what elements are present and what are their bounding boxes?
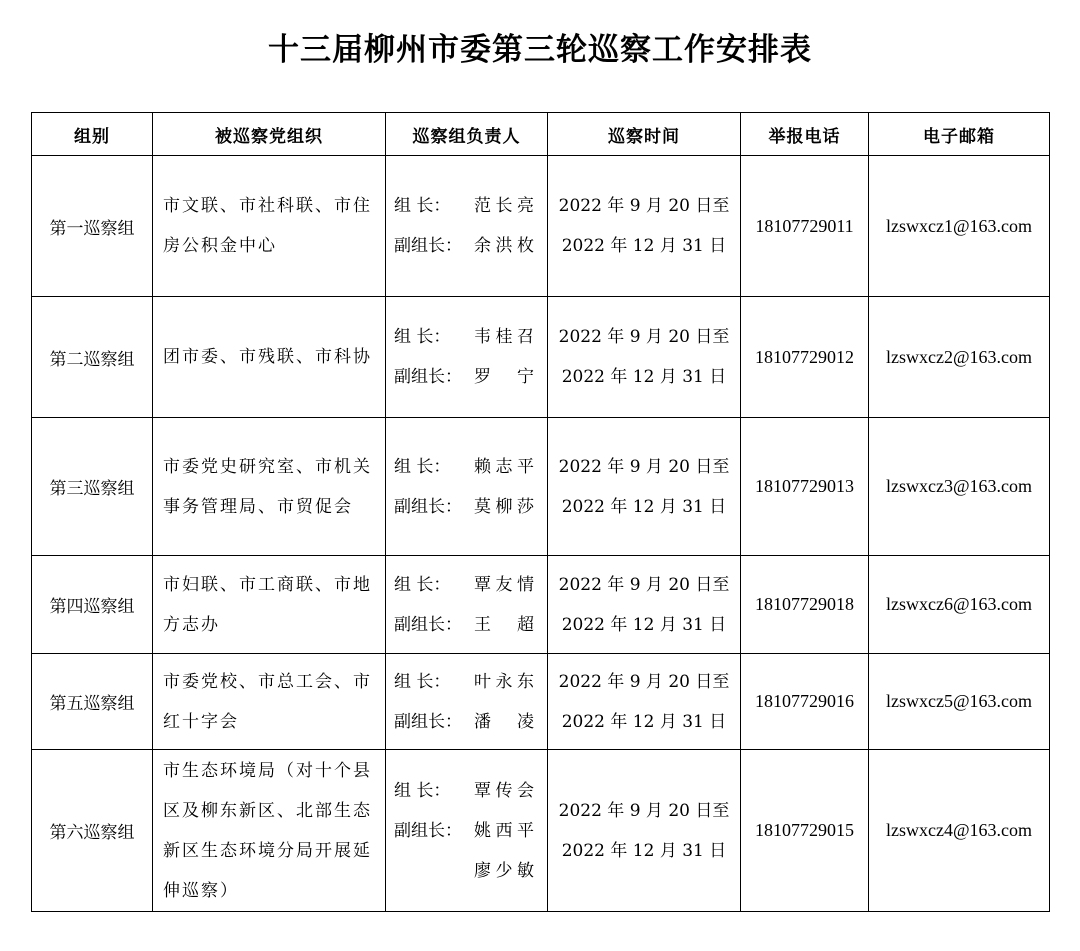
table-row	[32, 750, 1050, 912]
header-period: 巡察时间	[548, 113, 741, 156]
group-cell: 第五巡察组	[32, 654, 153, 750]
period-end: 2022 年 12 月 31 日	[561, 236, 727, 256]
leader-name: 赖志平	[474, 456, 534, 477]
leader-name: 韦桂召	[474, 327, 534, 347]
leader-name: 潘 凌	[474, 711, 534, 732]
leader-cell	[386, 297, 548, 418]
table-row	[32, 297, 1050, 418]
leader-role: 组 长：	[394, 780, 451, 801]
table-row	[32, 156, 1050, 297]
period-cell	[548, 654, 741, 750]
leader-role: 副组长：	[394, 236, 462, 256]
period-end: 2022 年 12 月 31 日	[561, 367, 727, 387]
leader-role: 组 长：	[394, 671, 451, 692]
group-cell: 第三巡察组	[32, 418, 153, 556]
leader-name: 覃传会	[474, 780, 534, 801]
email-cell: lzswxcz3@163.com	[869, 418, 1050, 556]
period-start: 2022 年 9 月 20 日至	[558, 574, 730, 595]
leader-name: 余洪枚	[474, 236, 534, 256]
email-cell: lzswxcz6@163.com	[869, 556, 1050, 654]
leader-role: 副组长：	[394, 614, 462, 635]
leader-name: 范长亮	[474, 196, 534, 216]
group-cell: 第一巡察组	[32, 156, 153, 297]
header-phone: 举报电话	[741, 113, 869, 156]
leader-role: 组 长：	[394, 456, 451, 477]
leader-cell	[386, 750, 548, 912]
leader-name: 姚西平	[474, 820, 534, 841]
org-cell: 市委党校、市总工会、市红十字会	[153, 654, 386, 750]
phone-cell: 18107729018	[741, 556, 869, 654]
email-cell: lzswxcz2@163.com	[869, 297, 1050, 418]
org-cell: 市委党史研究室、市机关事务管理局、市贸促会	[153, 418, 386, 556]
period-cell	[548, 418, 741, 556]
period-end: 2022 年 12 月 31 日	[561, 496, 727, 517]
header-email: 电子邮箱	[869, 113, 1050, 156]
org-cell: 市妇联、市工商联、市地方志办	[153, 556, 386, 654]
period-cell	[548, 297, 741, 418]
table-header-row	[32, 113, 1050, 156]
email-cell: lzswxcz5@163.com	[869, 654, 1050, 750]
period-start: 2022 年 9 月 20 日至	[558, 196, 730, 216]
leader-role: 组 长：	[394, 574, 451, 595]
period-cell	[548, 750, 741, 912]
leader-role: 组 长：	[394, 196, 451, 216]
leader-role: 组 长：	[394, 327, 451, 347]
leader-name: 廖少敏	[474, 860, 534, 881]
group-cell: 第四巡察组	[32, 556, 153, 654]
phone-cell: 18107729012	[741, 297, 869, 418]
leader-name: 覃友情	[474, 574, 534, 595]
leader-name: 罗 宁	[474, 367, 534, 387]
period-start: 2022 年 9 月 20 日至	[558, 800, 730, 821]
email-cell: lzswxcz4@163.com	[869, 750, 1050, 912]
leader-name: 莫柳莎	[474, 496, 534, 517]
org-cell: 市文联、市社科联、市住房公积金中心	[153, 156, 386, 297]
phone-cell: 18107729013	[741, 418, 869, 556]
leader-role: 副组长：	[394, 711, 462, 732]
period-end: 2022 年 12 月 31 日	[561, 614, 727, 635]
period-end: 2022 年 12 月 31 日	[561, 840, 727, 861]
org-cell: 市生态环境局（对十个县区及柳东新区、北部生态新区生态环境分局开展延伸巡察）	[153, 750, 386, 912]
group-cell: 第六巡察组	[32, 750, 153, 912]
period-start: 2022 年 9 月 20 日至	[558, 327, 730, 347]
header-org: 被巡察党组织	[153, 113, 386, 156]
leader-cell	[386, 156, 548, 297]
group-cell: 第二巡察组	[32, 297, 153, 418]
period-cell	[548, 156, 741, 297]
leader-name: 王 超	[474, 614, 534, 635]
table-row	[32, 418, 1050, 556]
header-leaders: 巡察组负责人	[386, 113, 548, 156]
phone-cell: 18107729016	[741, 654, 869, 750]
leader-cell	[386, 654, 548, 750]
leader-cell	[386, 418, 548, 556]
phone-cell: 18107729015	[741, 750, 869, 912]
period-end: 2022 年 12 月 31 日	[561, 711, 727, 732]
period-start: 2022 年 9 月 20 日至	[558, 456, 730, 477]
period-start: 2022 年 9 月 20 日至	[558, 671, 730, 692]
leader-role: 副组长：	[394, 820, 462, 841]
period-cell	[548, 556, 741, 654]
leader-role: 副组长：	[394, 367, 462, 387]
org-cell: 团市委、市残联、市科协	[153, 297, 386, 418]
email-cell: lzswxcz1@163.com	[869, 156, 1050, 297]
leader-cell	[386, 556, 548, 654]
header-group: 组别	[32, 113, 153, 156]
table-row	[32, 556, 1050, 654]
document-title: 十三届柳州市委第三轮巡察工作安排表	[268, 32, 812, 68]
leader-name: 叶永东	[474, 671, 534, 692]
leader-role: 副组长：	[394, 496, 462, 517]
table-row	[32, 654, 1050, 750]
phone-cell: 18107729011	[741, 156, 869, 297]
inspection-schedule-table	[31, 112, 1050, 912]
